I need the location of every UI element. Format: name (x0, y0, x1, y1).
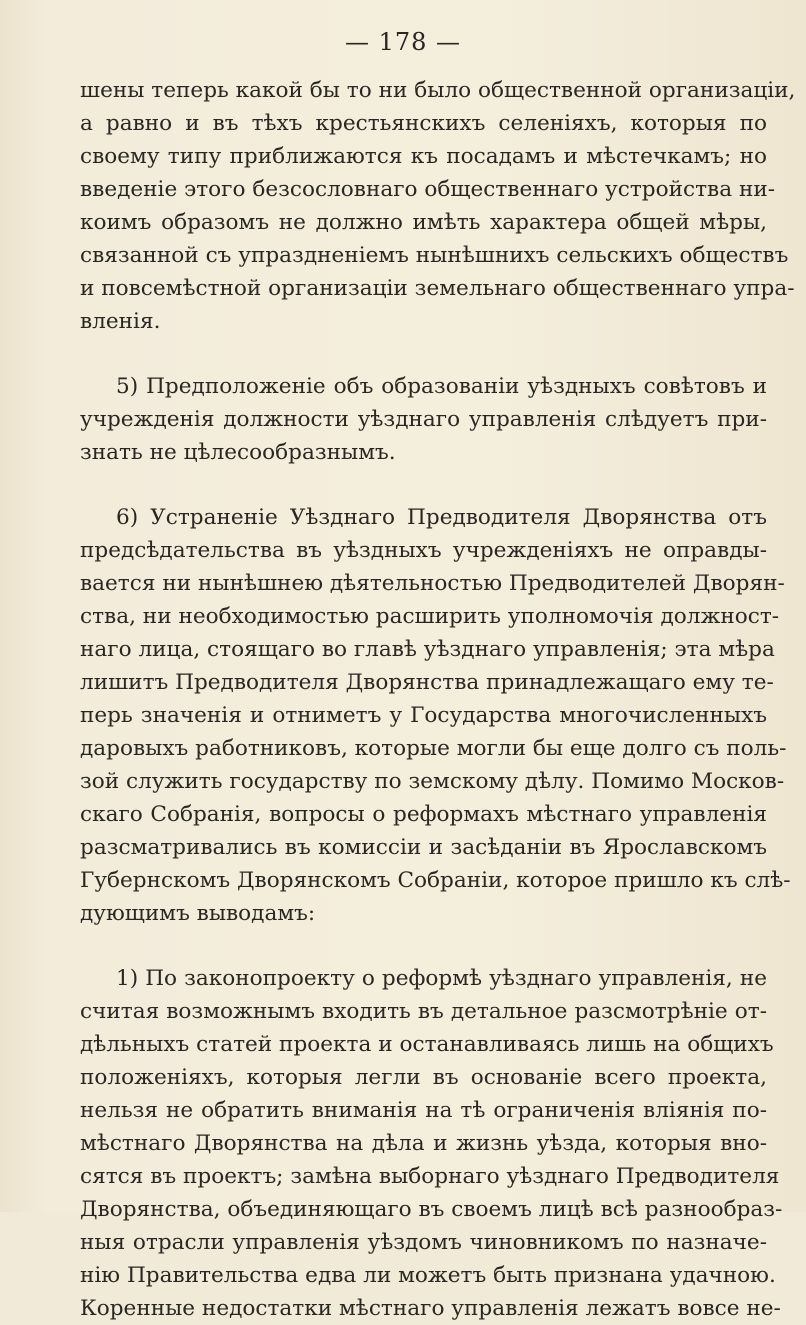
text-line: скаго Собранiя, вопросы о реформахъ мѣстнаго управленiя (80, 802, 767, 827)
text-line: учрежденiя должности уѣзднаго управленiя слѣдуетъ при- (80, 407, 767, 432)
text-line: нiю Правительства едва ли можетъ быть признана удачною. (80, 1263, 776, 1288)
text-line: разсматривались въ комиссiи и засѣданiи въ Ярославскомъ (80, 835, 767, 860)
text-line: 5) Предположенiе объ образованiи уѣздныхъ совѣтовъ и (116, 374, 767, 399)
text-line: мѣстнаго Дворянства на дѣла и жизнь уѣзда, которыя вно- (80, 1131, 767, 1156)
text-line: коимъ образомъ не должно имѣть характера общей мѣры, (80, 210, 767, 235)
text-line: даровыхъ работниковъ, которые могли бы еще долго съ поль- (80, 736, 787, 761)
text-line: Коренные недостатки мѣстнаго управленiя лежатъ вовсе не- (80, 1296, 781, 1321)
text-line: нельзя не обратить вниманiя на тѣ ограниченiя влiянiя по- (80, 1098, 767, 1123)
text-line: считая возможнымъ входить въ детальное разсмотрѣнiе от- (80, 999, 767, 1024)
text-line: Губернскомъ Дворянскомъ Собранiи, которое пришло къ слѣ- (80, 868, 791, 893)
text-line: вается ни нынѣшнею дѣятельностью Предводителей Дворян- (80, 571, 785, 596)
text-line: предсѣдательства въ уѣздныхъ учрежденiяхъ не оправды- (80, 538, 767, 563)
text-line: наго лица, стоящаго во главѣ уѣзднаго управленiя; эта мѣра (80, 637, 775, 662)
text-line: лишитъ Предводителя Дворянства принадлежащаго ему те- (80, 670, 774, 695)
text-line: зой служить государству по земскому дѣлу. Помимо Москов- (80, 769, 785, 794)
paragraph-point-5 (80, 370, 767, 469)
text-line: и повсемѣстной организацiи земельнаго общественнаго упра- (80, 276, 795, 301)
text-line: положенiяхъ, которыя легли въ основанiе всего проекта, (80, 1065, 767, 1090)
text-line: вленiя. (80, 309, 161, 334)
text-line: перь значенiя и отниметъ у Государства многочисленныхъ (80, 703, 767, 728)
text-line: 6) Устраненiе Уѣзднаго Предводителя Дворянства отъ (116, 505, 767, 530)
text-line: ства, ни необходимостью расширить уполномочiя должност- (80, 604, 780, 629)
text-line: дующимъ выводамъ: (80, 901, 316, 926)
body-text (80, 74, 796, 1325)
text-line: ныя отрасли управленiя уѣздомъ чиновникомъ по назначе- (80, 1230, 767, 1255)
text-line: связанной съ упраздненiемъ нынѣшнихъ сельскихъ обществъ (80, 243, 789, 268)
paragraph-point-1 (80, 962, 783, 1325)
text-line: 1) По законопроекту о реформѣ уѣзднаго управленiя, не (116, 966, 767, 991)
paragraph-continuation (80, 74, 796, 338)
text-line: дѣльныхъ статей проекта и останавливаясь лишь на общихъ (80, 1032, 774, 1057)
page-number: — 178 — (344, 28, 462, 56)
paragraph-point-6 (80, 501, 791, 930)
text-line: знать не цѣлесообразнымъ. (80, 440, 396, 465)
text-line: своему типу приближаются къ посадамъ и мѣстечкамъ; но (80, 144, 767, 169)
text-line: Дворянства, объединяющаго въ своемъ лицѣ всѣ разнообраз- (80, 1197, 783, 1222)
text-line: шены теперь какой бы то ни было общественной организацiи, (80, 78, 796, 103)
text-line: сятся въ проектъ; замѣна выборнаго уѣзднаго Предводителя (80, 1164, 780, 1189)
text-line: а равно и въ тѣхъ крестьянскихъ селенiяхъ, которыя по (80, 111, 767, 136)
text-line: введенiе этого безсословнаго общественнаго устройства ни- (80, 177, 776, 202)
